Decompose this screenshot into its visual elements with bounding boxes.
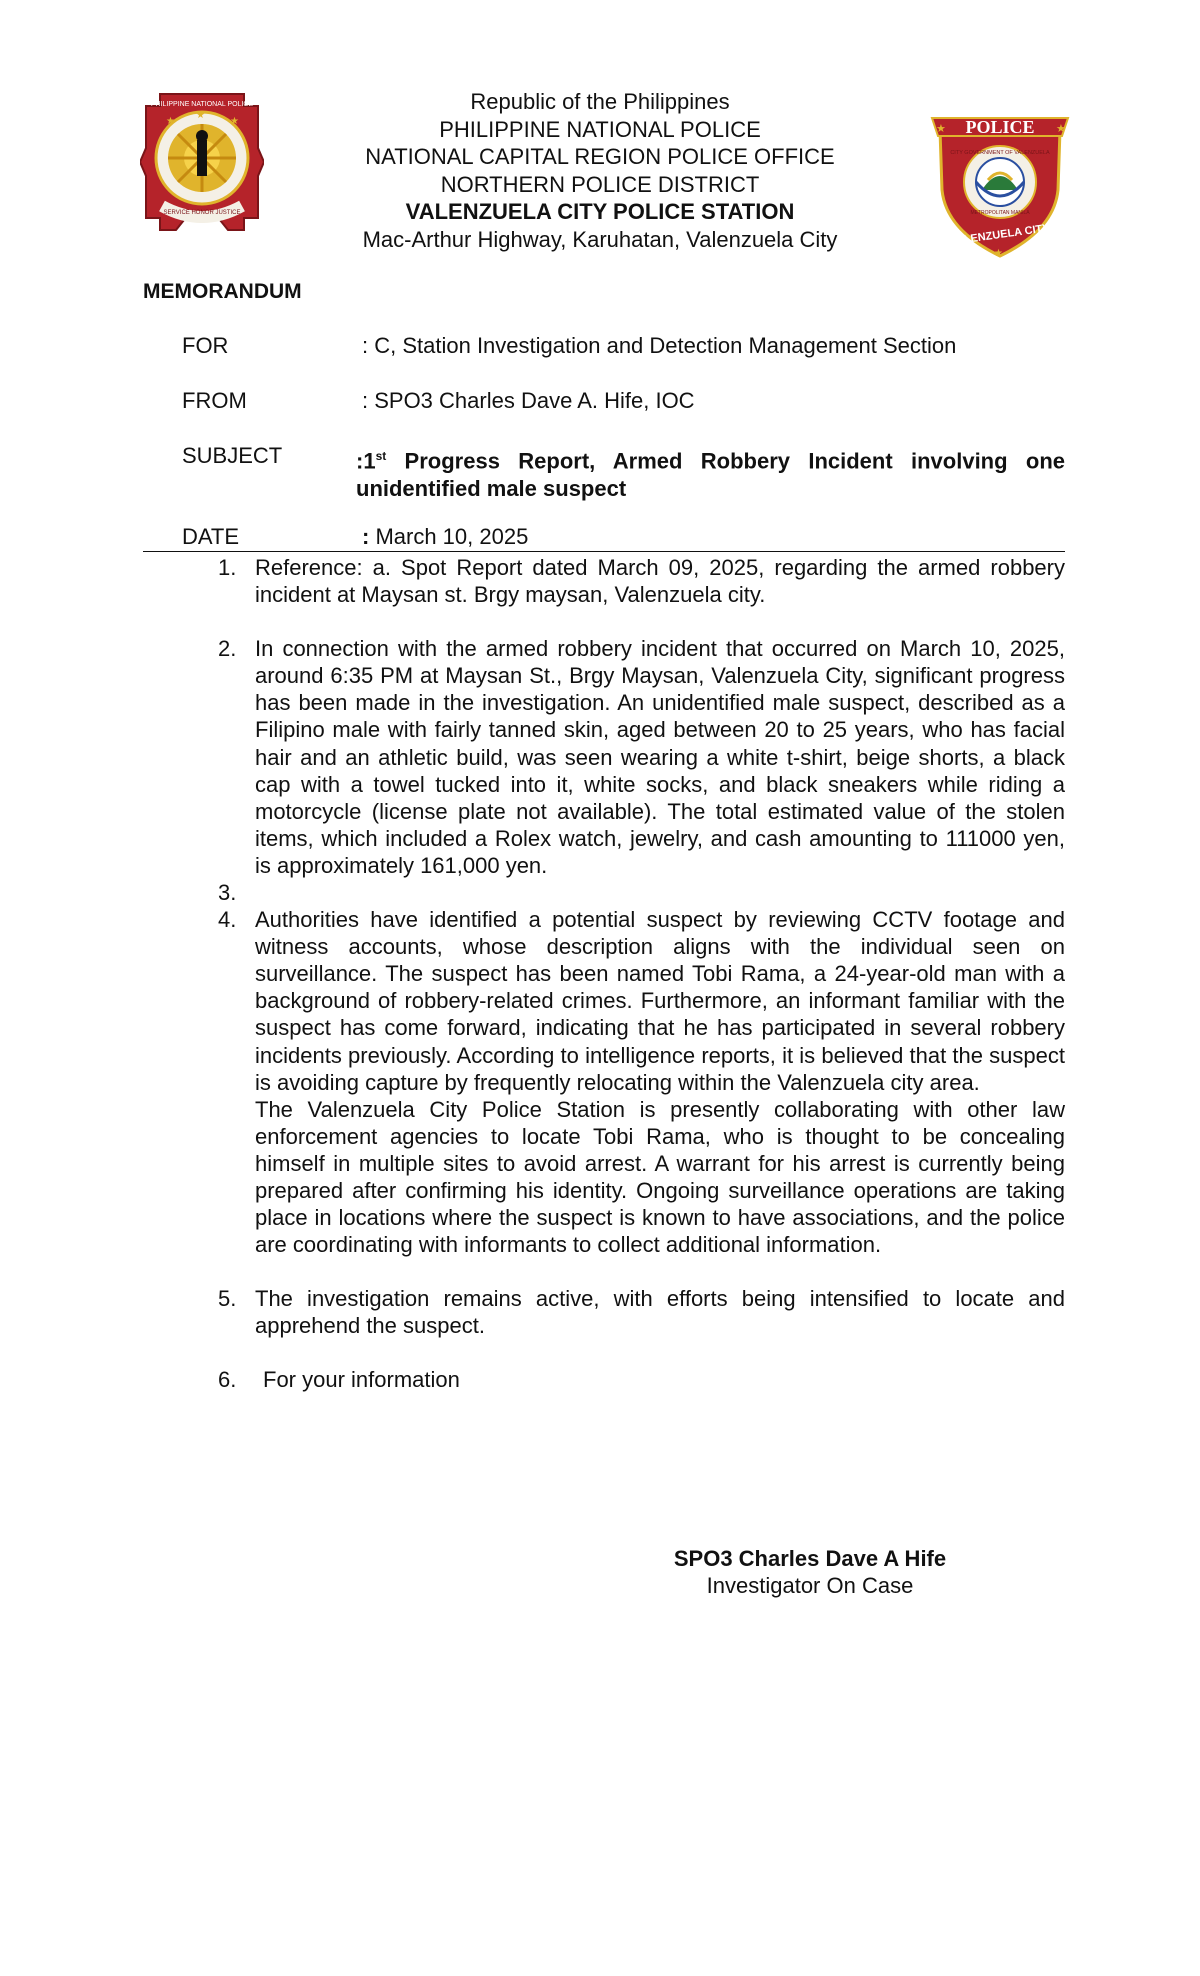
svg-text:★: ★ [1056, 123, 1066, 135]
list-item [208, 554, 1065, 608]
header-address: Mac-Arthur Highway, Karuhatan, Valenzuela City [362, 226, 838, 252]
item-text-closing: For your information [263, 1367, 460, 1393]
item-text-operations: The Valenzuela City Police Station is presently collaborating with other law enforcement agencies to locate Tobi Rama, who is thought to be concealing himself in multiple sites to avoid arrest. A warrant for his arrest is currently being prepared after confirming his identity. Ongoing surveillance operations are taking place in locations where the suspect is known to have associations, and the police are coordinating with informants to collect additional information. [255, 1096, 1065, 1258]
svg-text:CITY GOVERNMENT OF VALENZUELA: CITY GOVERNMENT OF VALENZUELA [950, 150, 1050, 156]
list-item [208, 1366, 1065, 1393]
header-republic: Republic of the Philippines [470, 89, 730, 114]
item-number: 1. [218, 555, 237, 580]
svg-text:POLICE: POLICE [965, 117, 1035, 137]
header-divider [143, 551, 1065, 552]
svg-text:PHILIPPINE NATIONAL POLICE: PHILIPPINE NATIONAL POLICE [150, 101, 254, 108]
from-value: : SPO3 Charles Dave A. Hife, IOC [362, 388, 695, 413]
svg-text:★: ★ [230, 116, 239, 127]
date-text: March 10, 2025 [369, 524, 529, 549]
subject-superscript: st [375, 449, 387, 463]
memo-title: MEMORANDUM [143, 280, 302, 303]
list-item [208, 635, 1065, 879]
memo-body-list [208, 554, 1065, 1421]
item-text-status: The investigation remains active, with efforts being intensified to locate and apprehend the suspect. [255, 1286, 1065, 1339]
subject-prefix: :1 [356, 448, 376, 474]
svg-text:METROPOLITAN MANILA: METROPOLITAN MANILA [970, 210, 1030, 216]
subject-label: SUBJECT [182, 443, 283, 468]
date-value [362, 524, 1062, 550]
date-colon: : [362, 524, 370, 549]
date-label: DATE [182, 524, 240, 549]
valenzuela-police-shield-logo [922, 110, 1078, 258]
svg-text:★: ★ [166, 116, 175, 127]
list-item [208, 1285, 1065, 1339]
header-pnp: PHILIPPINE NATIONAL POLICE [439, 116, 761, 142]
pnp-seal-logo [140, 88, 264, 236]
for-value: : C, Station Investigation and Detection Management Section [362, 333, 957, 358]
svg-text:★: ★ [994, 248, 1003, 258]
item-number: 4. [218, 907, 237, 933]
subject-value [356, 443, 1065, 502]
letterhead [300, 88, 900, 253]
header-npd: NORTHERN POLICE DISTRICT [440, 171, 760, 197]
header-station: VALENZUELA CITY POLICE STATION [405, 199, 795, 224]
svg-text:★: ★ [936, 123, 946, 135]
svg-text:★: ★ [196, 110, 205, 121]
item-number: 2. [218, 636, 237, 662]
item-number: 6. [218, 1367, 237, 1393]
svg-text:SERVICE HONOR JUSTICE: SERVICE HONOR JUSTICE [163, 210, 241, 216]
item-text-reference: Reference: a. Spot Report dated March 09, 2025, regarding the armed robbery incident at Maysan st. Brgy maysan, Valenzuela city. [255, 555, 1065, 608]
list-item [208, 879, 1065, 906]
signature-block [600, 1545, 1020, 1599]
item-number: 5. [218, 1286, 237, 1312]
signatory-title: Investigator On Case [706, 1573, 914, 1598]
list-item [208, 906, 1065, 1258]
from-label: FROM [182, 388, 247, 413]
svg-text:VALENZUELA CITY: VALENZUELA CITY [948, 222, 1051, 248]
item-number: 3. [218, 880, 237, 906]
for-label: FOR [182, 333, 229, 358]
header-ncrpo: NATIONAL CAPITAL REGION POLICE OFFICE [365, 144, 835, 169]
signatory-name: SPO3 Charles Dave A Hife [673, 1546, 947, 1571]
item-text-incident: In connection with the armed robbery incident that occurred on March 10, 2025, around 6:35 PM at Maysan St., Brgy Maysan, Valenzuela City, significant progress has been made in the investigation. An unidentified male suspect, described as a Filipino male with fairly tanned skin, aged between 20 to 25 years, who has facial hair and an athletic build, was seen wearing a white t-shirt, beige shorts, a black cap with a towel tucked into it, white socks, and black sneakers while riding a motorcycle (license plate not available). The total estimated value of the stolen items, which included a Rolex watch, jewelry, and cash amounting to 111000 yen, is approximately 161,000 yen. [255, 636, 1065, 878]
subject-text: Progress Report, Armed Robbery Incident involving one unidentified male suspect [356, 448, 1065, 501]
item-text-suspect: Authorities have identified a potential suspect by reviewing CCTV footage and witness accounts, whose description aligns with the individual seen on surveillance. The suspect has been named Tobi Rama, a 24-year-old man with a background of robbery-related crimes. Furthermore, an informant familiar with the suspect has come forward, indicating that he has participated in several robbery incidents previously. According to intelligence reports, it is believed that the suspect is avoiding capture by frequently relocating within the Valenzuela city area. [255, 907, 1065, 1095]
